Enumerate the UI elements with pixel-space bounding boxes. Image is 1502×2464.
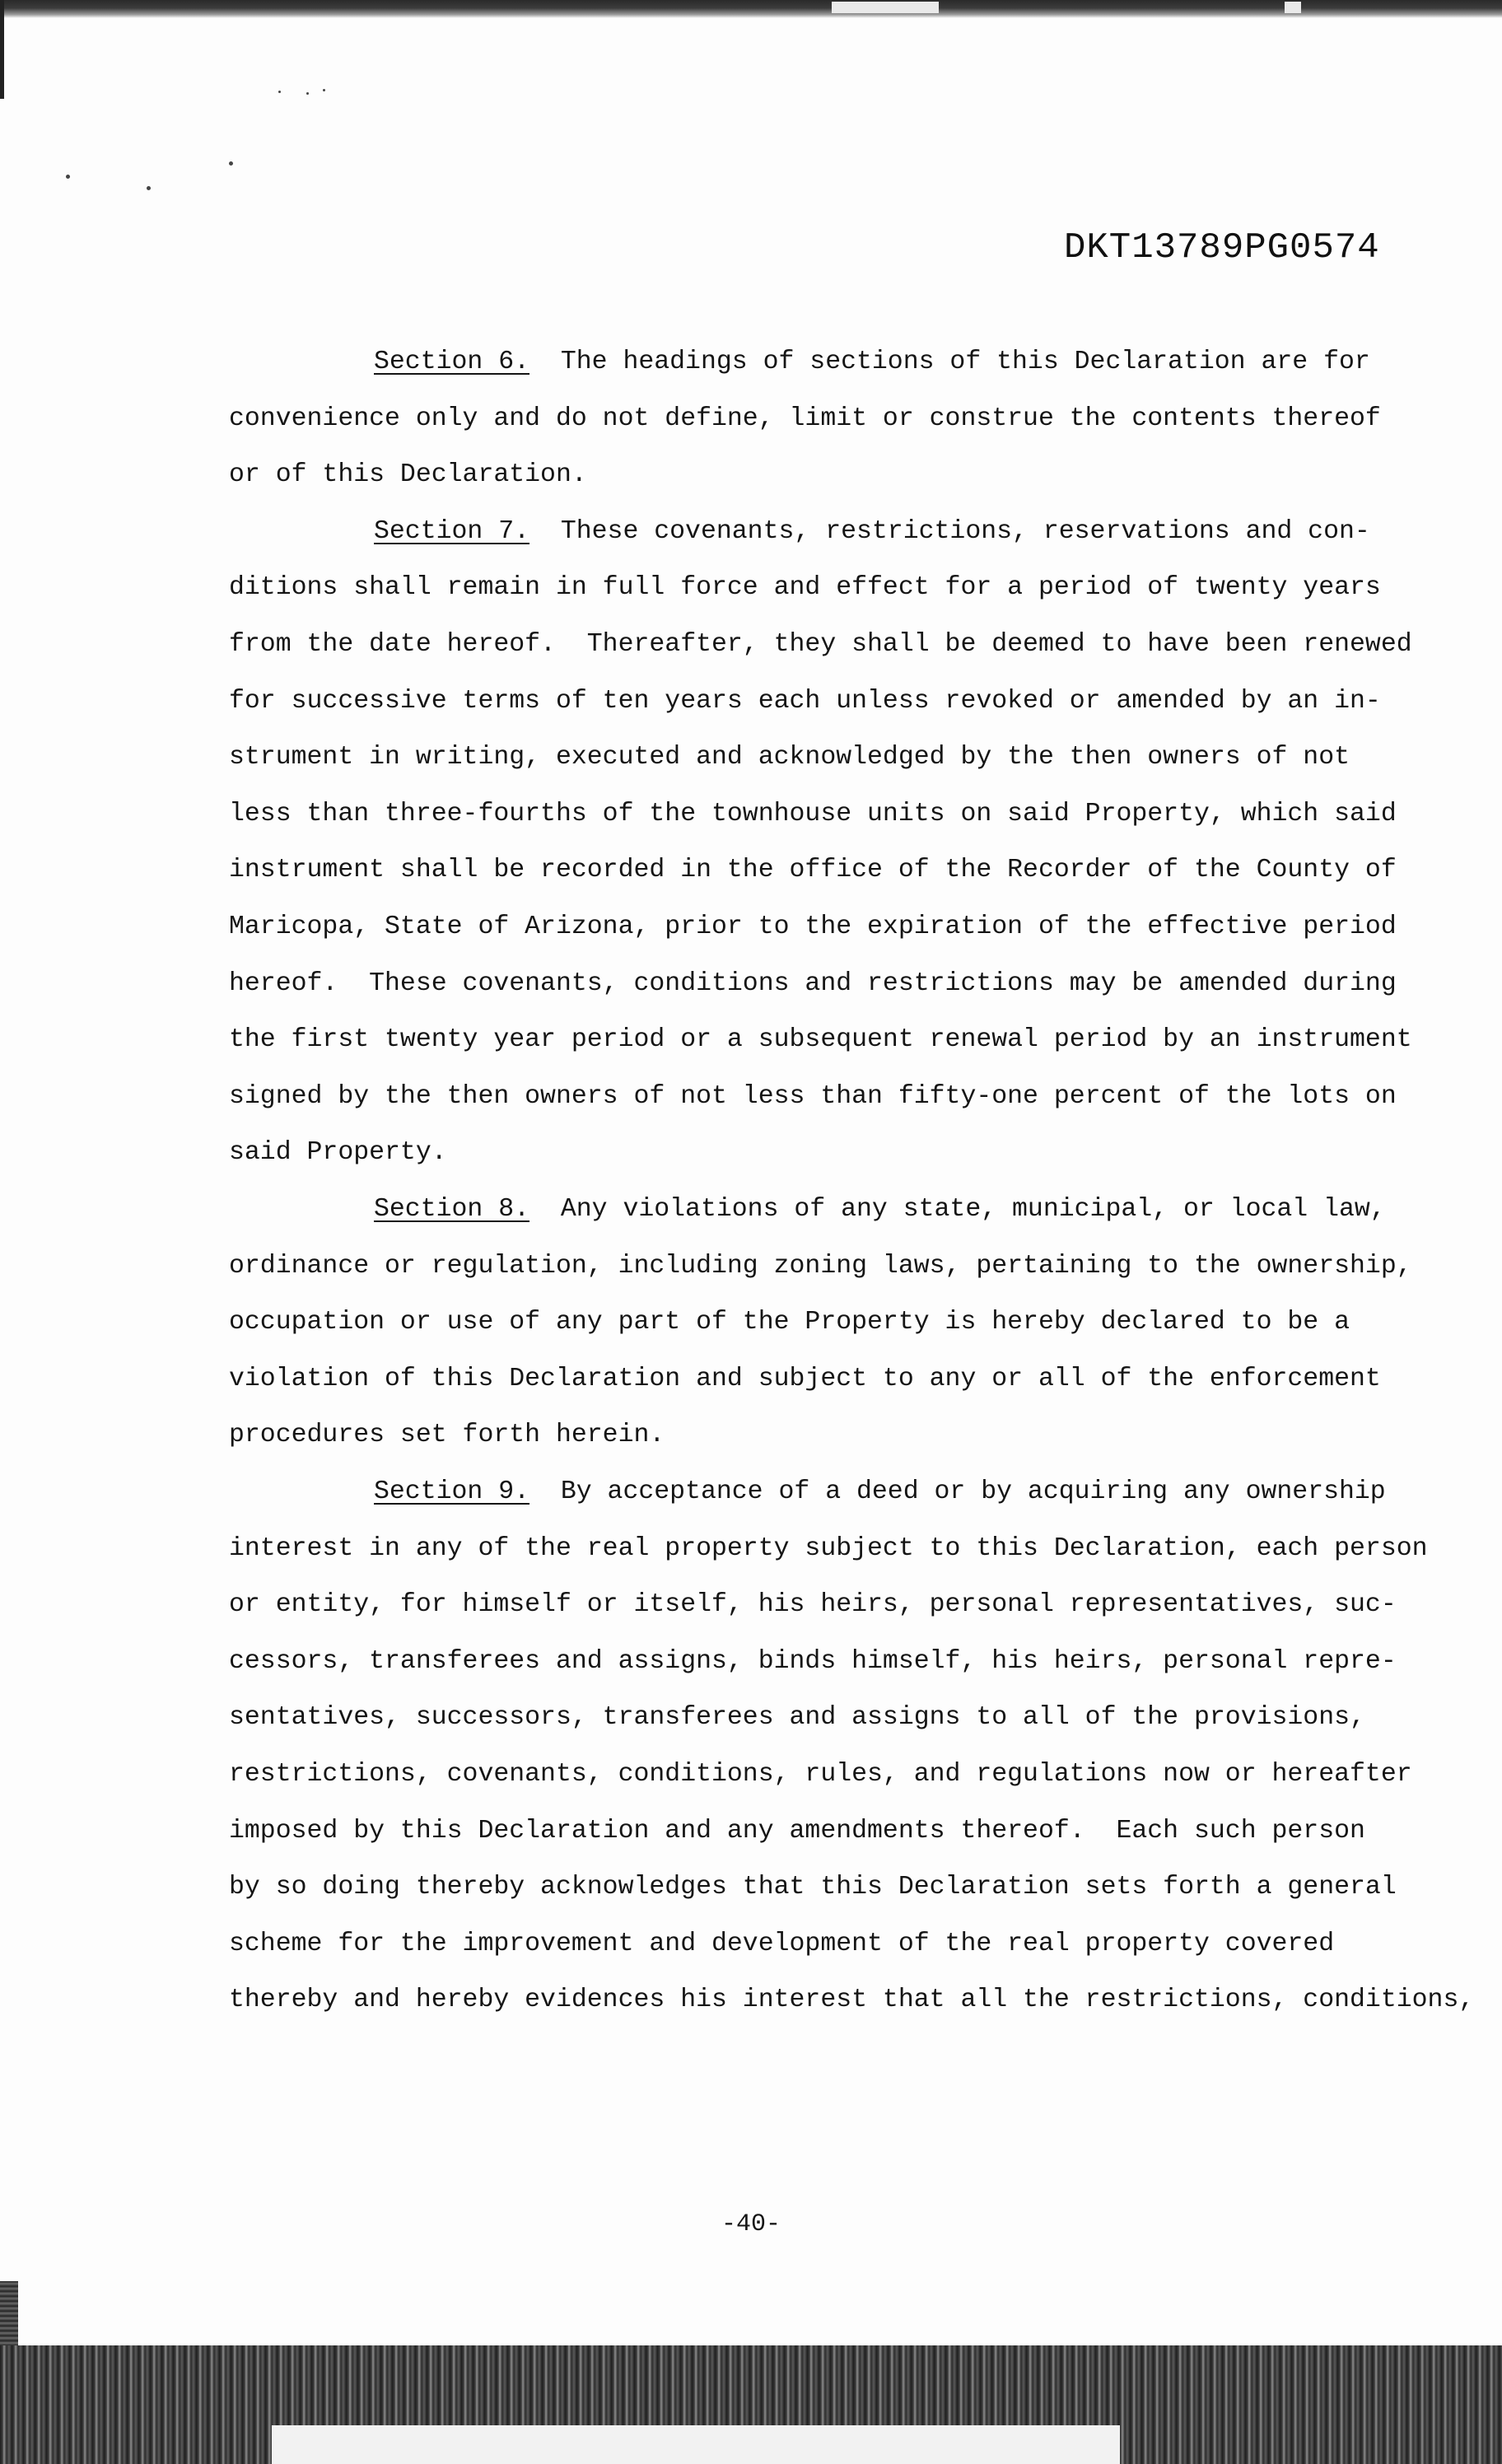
body-text-line — [229, 1705, 1365, 1731]
body-text-line — [229, 1140, 447, 1166]
line-text: the first twenty year period or a subsequent renewal period by an instrument — [229, 1025, 1412, 1055]
body-text-line — [229, 1592, 1397, 1618]
section-first-line — [374, 516, 1370, 546]
section-first-line — [374, 1479, 1386, 1505]
line-text: instrument shall be recorded in the office of the Recorder of the County of — [229, 856, 1397, 885]
line-text: from the date hereof. Thereafter, they shall be deemed to have been renewed — [229, 630, 1412, 659]
scan-dot — [278, 91, 281, 93]
body-text-line — [229, 1422, 665, 1449]
line-text: signed by the then owners of not less than fifty-one percent of the lots on — [229, 1081, 1397, 1111]
line-text: cessors, transferees and assigns, binds himself, his heirs, personal repre- — [229, 1646, 1397, 1676]
line-text: Maricopa, State of Arizona, prior to the expiration of the effective period — [229, 912, 1397, 941]
section-heading: Section 6. — [374, 348, 530, 376]
line-text: imposed by this Declaration and any amendments thereof. Each such person — [229, 1816, 1365, 1846]
body-text-line — [229, 462, 587, 488]
line-text: strument in writing, executed and acknowledged by the then owners of not — [229, 743, 1350, 772]
body-text-line — [229, 632, 1412, 658]
line-text: By acceptance of a deed or by acquiring any ownership — [529, 1477, 1386, 1506]
body-text-line — [229, 914, 1397, 940]
body-text-line — [229, 1081, 1397, 1111]
scan-dot — [306, 92, 309, 95]
body-text-line — [229, 857, 1397, 884]
line-text: occupation or use of any part of the Property is hereby declared to be a — [229, 1308, 1350, 1337]
body-text-line — [229, 1931, 1334, 1958]
line-text: Any violations of any state, municipal, or local law, — [529, 1195, 1386, 1224]
body-text-line — [229, 1818, 1365, 1845]
line-text: less than three-fourths of the townhouse units on said Property, which said — [229, 799, 1397, 828]
line-text: violation of this Declaration and subject to any or all of the enforcement — [229, 1364, 1381, 1393]
line-text: by so doing thereby acknowledges that this Declaration sets forth a general — [229, 1873, 1397, 1902]
line-text: The headings of sections of this Declaration are for — [529, 348, 1370, 376]
body-text-line — [229, 1366, 1381, 1393]
body-text-line — [229, 801, 1397, 828]
section-heading: Section 7. — [374, 516, 530, 546]
body-text-line — [229, 1309, 1350, 1336]
body-text-line — [229, 688, 1381, 715]
section-heading: Section 9. — [374, 1477, 530, 1506]
line-text: procedures set forth herein. — [229, 1421, 665, 1450]
body-text-line — [229, 1027, 1412, 1053]
scan-dot — [66, 175, 70, 179]
scan-dot — [147, 186, 151, 190]
line-text: or entity, for himself or itself, his heirs, personal representatives, suc- — [229, 1590, 1397, 1620]
line-text: scheme for the improvement and development of the real property covered — [229, 1929, 1335, 1958]
scan-speck — [1285, 2, 1301, 13]
body-text-line — [229, 575, 1381, 601]
body-text-line — [229, 968, 1397, 998]
line-text: thereby and hereby evidences his interest that all the restrictions, conditions, — [229, 1986, 1475, 2015]
line-text: These covenants, restrictions, reservations and con- — [529, 516, 1370, 546]
line-text: convenience only and do not define, limit or construe the contents thereof — [229, 404, 1381, 433]
body-text-line — [229, 1874, 1397, 1901]
scan-edge-left — [0, 0, 4, 99]
line-text: restrictions, covenants, conditions, rules, and regulations now or hereafter — [229, 1760, 1412, 1789]
line-text: interest in any of the real property subject to this Declaration, each person — [229, 1533, 1428, 1563]
scan-edge-bottom-light — [272, 2425, 1120, 2464]
docket-number: DKT13789PG0574 — [1064, 227, 1380, 268]
section-heading: Section 8. — [374, 1195, 530, 1224]
body-text-line — [229, 406, 1381, 432]
line-text: ordinance or regulation, including zoning laws, pertaining to the ownership, — [229, 1251, 1412, 1281]
body-text-line — [229, 1762, 1412, 1788]
page-number: -40- — [721, 2210, 781, 2238]
line-text: ditions shall remain in full force and effect for a period of twenty years — [229, 573, 1381, 603]
scan-speck — [832, 2, 939, 13]
line-text: said Property. — [229, 1138, 447, 1168]
section-first-line — [374, 349, 1370, 376]
scan-dot — [323, 89, 325, 91]
scan-edge-top — [0, 0, 1502, 18]
body-text-line — [229, 1646, 1397, 1676]
line-text: sentatives, successors, transferees and assigns to all of the provisions, — [229, 1703, 1365, 1733]
line-text: for successive terms of ten years each unless revoked or amended by an in- — [229, 686, 1381, 716]
body-text-line — [229, 1987, 1474, 2014]
body-text-line — [229, 744, 1350, 771]
line-text: or of this Declaration. — [229, 460, 587, 490]
body-text-line — [229, 1533, 1428, 1563]
scan-dot — [229, 161, 233, 166]
section-first-line — [374, 1197, 1386, 1223]
body-text-line — [229, 1253, 1412, 1280]
line-text: hereof. These covenants, conditions and restrictions may be amended during — [229, 968, 1397, 998]
